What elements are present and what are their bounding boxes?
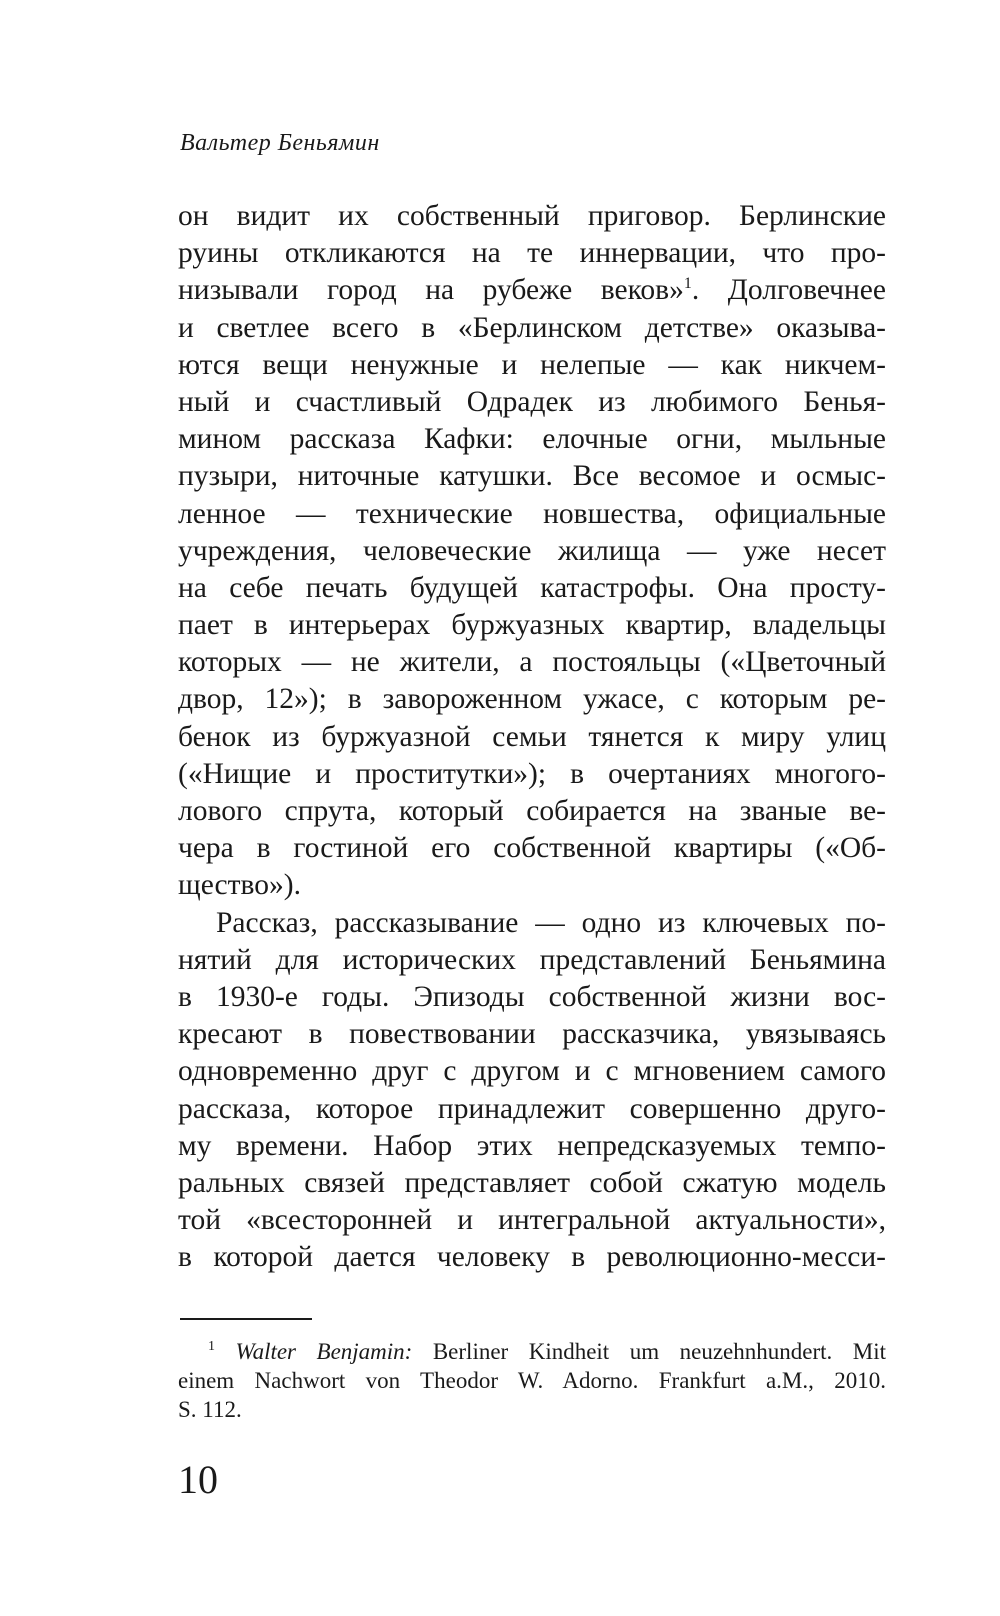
main-text [178, 198, 886, 1276]
text-line: пает в интерьерах буржуазных квартир, владельцы [178, 609, 886, 642]
text-line: ральных связей представляет собой сжатую модель [178, 1166, 886, 1199]
text-line: на себе печать будущей катастрофы. Она просту- [178, 571, 886, 604]
text-line: мином рассказа Кафки: елочные огни, мыльные [178, 423, 886, 456]
footnote-title: Berliner Kindheit um neuzehnhundert. Mit [432, 1339, 886, 1364]
text-line: кресают в повествовании рассказчика, увязываясь [178, 1018, 886, 1051]
footnote-line [178, 1337, 886, 1366]
text-line: нятий для исторических представлений Беньямина [178, 943, 886, 976]
footnote-reference[interactable]: 1 [683, 275, 692, 293]
footnote-line: einem Nachwort von Theodor W. Adorno. Frankfurt a.M., 2010. [178, 1368, 886, 1393]
running-head: Вальтер Беньямин [180, 130, 380, 156]
text-line: той «всесторонней и интегральной актуальности», [178, 1204, 886, 1237]
footnote-line: S. 112. [178, 1397, 242, 1422]
text-line: двор, 12»); в завороженном ужасе, с которым ре- [178, 683, 886, 716]
text-line-paragraph-start: Рассказ, рассказывание — одно из ключевых по- [216, 906, 886, 939]
text-line: и светлее всего в «Берлинском детстве» оказыва- [178, 311, 886, 344]
text-line: бенок из буржуазной семьи тянется к миру улиц [178, 720, 886, 753]
text-line: ленное — технические новшества, официальные [178, 497, 886, 530]
text-line: лового спрута, который собирается на званые ве- [178, 795, 886, 827]
text-line: ются вещи ненужные и нелепые — как никчем- [178, 348, 886, 381]
text-line: он видит их собственный приговор. Берлинские [178, 200, 886, 232]
footnote-divider [180, 1318, 312, 1320]
text-line: («Нищие и проститутки»); в очертаниях многого- [178, 757, 886, 790]
page-number: 10 [178, 1457, 218, 1502]
text-line: одновременно друг с другом и с мгновением самого [178, 1055, 886, 1088]
text-segment: . Долговечнее [691, 274, 886, 307]
text-line-paragraph-end: щество»). [178, 869, 301, 902]
text-line: учреждения, человеческие жилища — уже несет [178, 534, 886, 567]
text-line-with-footnote-ref [178, 272, 886, 309]
footnote [178, 1337, 886, 1424]
text-line: в 1930-е годы. Эпизоды собственной жизни вос- [178, 980, 886, 1013]
text-line: рассказа, которое принадлежит совершенно друго- [178, 1092, 886, 1125]
text-line: пузыри, ниточные катушки. Все весомое и осмыс- [178, 460, 886, 493]
footnote-mark: 1 [208, 1339, 215, 1354]
text-line: которых — не жители, а постояльцы («Цветочный [178, 646, 886, 679]
text-line: руины откликаются на те иннервации, что про- [178, 237, 886, 270]
text-line: му времени. Набор этих непредсказуемых темпо- [178, 1129, 886, 1162]
text-line: в которой дается человеку в революционно-месси- [178, 1241, 886, 1274]
text-segment: низывали город на рубеже веков» [178, 274, 684, 307]
text-line: чера в гостиной его собственной квартиры («Об- [178, 832, 886, 865]
text-line: ный и счастливый Одрадек из любимого Бенья- [178, 385, 886, 418]
footnote-author: Walter Benjamin: [235, 1339, 413, 1364]
